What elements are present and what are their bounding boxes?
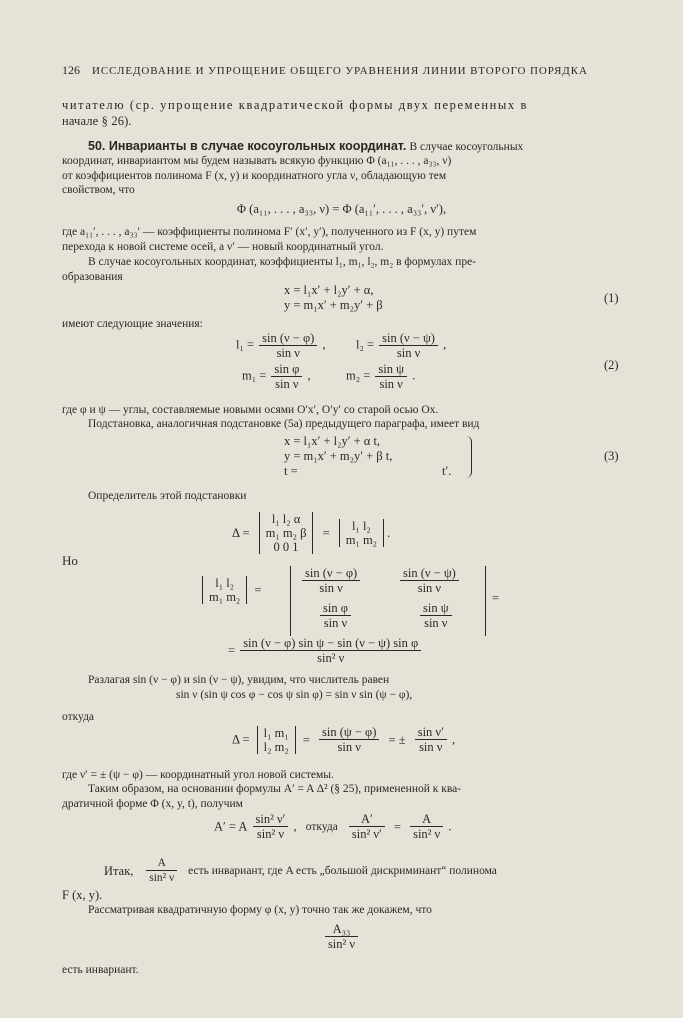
expand-line-1: Разлагая sin (ν − φ) и sin (ν − ψ), увидим, что числитель равен	[88, 674, 390, 686]
final-text: есть инвариант.	[62, 964, 139, 976]
eq-A-comma: ,	[293, 819, 297, 834]
eq-delta2-end: ,	[451, 732, 456, 747]
eq-A-lhs: A′ = A	[214, 819, 248, 834]
eq-but-b-fraction	[400, 566, 459, 595]
delta2-det-row-2: l₂ m₂	[263, 739, 289, 754]
eq1-number: (1)	[604, 291, 619, 305]
whence-text: откуда	[62, 711, 95, 723]
eq2-m2-lhs: m₂ =	[346, 368, 371, 383]
eq-but-c	[318, 601, 353, 630]
eq2-m2-denominator: sin ν	[379, 377, 403, 391]
page-number: 126	[62, 63, 80, 77]
eq2-l1-numerator: sin (ν − φ)	[259, 331, 317, 346]
final-numerator: A₃₃	[325, 922, 358, 937]
big-det-row-1: l₁ l₂ α	[271, 512, 301, 526]
eq2-l1: l₁ = $\frac{\sin (\nu - \varphi)}{\text{sin ν}}$ ,	[236, 331, 326, 360]
eq2-m1-fraction	[271, 362, 302, 391]
eq-but-a	[300, 566, 362, 595]
eq-A-numerator-2: A′	[349, 812, 385, 827]
eq1-row-1: x = l₁x′ + l₂y′ + α,	[284, 283, 374, 297]
small-det-row-1: l₁ l₂	[352, 519, 371, 533]
eq-but-b-numerator: sin (ν − ψ)	[400, 566, 459, 581]
section-text-line-1: В случае косоугольных	[409, 141, 524, 153]
eq2-l2-lhs: l₂ =	[356, 337, 375, 352]
section-text-line-3: от коэффициентов полинома F (x, y) и координатного угла ν, обладающую тем	[62, 170, 447, 182]
eq-but-left	[202, 576, 261, 604]
eq-but-c-fraction	[320, 601, 351, 630]
eq-A-denominator-1: sin² ν	[256, 827, 285, 841]
determinant-text: Определитель этой подстановки	[88, 490, 247, 502]
eq2-m1: m₁ = $\frac{\text{sin φ}}{\text{sin ν}}$ ,	[242, 362, 311, 391]
eq-but-a-denominator: sin ν	[319, 581, 343, 595]
section-heading: 50. Инварианты в случае косоугольных координат.	[88, 139, 407, 153]
eq2-l2-denominator: sin ν	[396, 346, 421, 360]
eq-but-b	[398, 566, 461, 595]
conclusion-denominator: sin² ν	[149, 872, 175, 884]
eq3-row-2: y = m₁x′ + m₂y′ + β t,	[284, 449, 393, 463]
have-values-text: имеют следующие значения:	[62, 318, 203, 330]
eq2-l2-fraction	[379, 331, 438, 360]
final-fraction	[325, 922, 358, 951]
eq-A-numerator-3: A	[410, 812, 443, 827]
eq3-row-3-rhs: t′.	[442, 464, 452, 478]
eq-delta	[232, 512, 390, 554]
after-invariant-line-2: перехода к новой системе осей, а ν′ — новый координатный угол.	[62, 241, 384, 253]
final-fraction-line	[0, 922, 683, 951]
eq-but-equals: =	[254, 583, 262, 597]
eq-but-result-fraction	[240, 636, 421, 665]
eq2-l1-lhs: l₁ =	[236, 337, 255, 352]
eq-but-result-lhs: =	[228, 643, 236, 658]
eq-A-end: .	[448, 819, 452, 834]
eq-delta-small-det	[339, 519, 384, 547]
eq-A	[214, 812, 451, 841]
eq-but-a-numerator: sin (ν − φ)	[302, 566, 360, 581]
after-invariant-line-3: В случае косоугольных координат, коэффициенты l₁, m₁, l₂, m₂ в формулах пре-	[88, 256, 477, 268]
eq3-brace	[466, 436, 472, 478]
eq2-m2-numerator: sin ψ	[375, 362, 407, 377]
after-delta-line-2: Таким образом, на основании формулы A′ = A Δ² (§ 25), примененной к ква-	[88, 783, 462, 795]
after-invariant-line-4: образования	[62, 271, 123, 283]
eq-but-result-denominator: sin² ν	[317, 651, 345, 665]
angles-line-2: Подстановка, аналогичная подстановке (5а) предыдущего параграфа, имеет вид	[88, 418, 480, 430]
big-det-row-2: m₁ m₂ β	[265, 526, 307, 540]
but-det-row-2: m₁ m₂	[209, 590, 241, 604]
eq2-l1-denominator: sin ν	[276, 346, 300, 360]
eq-delta-lhs: Δ =	[232, 526, 250, 540]
eq-A-fraction-1	[253, 812, 289, 841]
eq-delta-end: .	[387, 526, 391, 540]
eq-A-fraction-2	[349, 812, 385, 841]
conclusion-so: Итак,	[104, 863, 134, 878]
big-det-row-3: 0 0 1	[273, 540, 299, 554]
eq-but-left-det	[202, 576, 247, 604]
intro-line-2: начале § 26).	[62, 114, 132, 128]
eq-delta2-numerator-1: sin (ψ − φ)	[319, 725, 379, 740]
after-invariant-line-1: где a₁₁′, . . . , a₃₃′ — коэффициенты полинома F′ (x′, y′), полученного из F (x, y) путем	[62, 226, 477, 238]
section-text-line-2: координат, инвариантом мы будем называть всякую функцию Φ (a₁₁, . . . , a₃₃, ν)	[62, 155, 452, 167]
expand-line-2: sin ν (sin ψ cos φ − cos ψ sin φ) = sin ν sin (ψ − φ),	[176, 689, 413, 701]
eq2-l2: l₂ = $\frac{\sin (\nu - \psi)}{\text{sin ν}}$ ,	[356, 331, 447, 360]
eq2-m1-numerator: sin φ	[271, 362, 302, 377]
eq-delta2-numerator-2: sin ν′	[415, 725, 447, 740]
conclusion-fraction	[146, 856, 177, 885]
eq-but-equals-2: =	[492, 591, 500, 605]
eq-delta-big-det	[259, 512, 314, 554]
eq-but-b-denominator: sin ν	[417, 581, 442, 595]
angles-line-1: где φ и ψ — углы, составляемые новыми осями O′x′, O′y′ со старой осью Ox.	[62, 404, 439, 416]
eq-delta2-denominator-1: sin ν	[337, 740, 361, 754]
eq2-m1-lhs: m₁ =	[242, 368, 267, 383]
eq-but-c-numerator: sin φ	[320, 601, 351, 616]
eq-delta2	[232, 725, 455, 754]
eq2-l2-numerator: sin (ν − ψ)	[379, 331, 438, 346]
after-delta-line-1: где ν′ = ± (ψ − φ) — координатный угол новой системы.	[62, 769, 334, 781]
eq3-row-3-lhs: t =	[284, 464, 298, 478]
after-delta-line-3: дратичной форме Φ (x, y, t), получим	[62, 798, 243, 810]
eq2-m1-denominator: sin ν	[275, 377, 299, 391]
eq-delta2-det	[257, 726, 296, 754]
eq-A-numerator-1: sin² ν′	[253, 812, 289, 827]
eq-delta2-equals-2: = ±	[388, 732, 406, 747]
eq-but-d-denominator: sin ν	[424, 616, 448, 630]
equation-invariant: Φ (a₁₁, . . . , a₃₃, ν) = Φ (a₁₁′, . . . , a₃₃′, ν′),	[236, 202, 447, 216]
delta2-det-row-1: l₁ m₁	[263, 725, 289, 740]
intro-line-1: читателю (ср. упрощение квадратической формы двух переменных в	[62, 98, 528, 112]
eq-delta2-fraction-1	[319, 725, 379, 754]
eq3-row-1: x = l₁x′ + l₂y′ + α t,	[284, 434, 381, 448]
final-denominator: sin² ν	[327, 937, 356, 951]
eq-but-result-numerator: sin (ν − φ) sin ψ − sin (ν − ψ) sin φ	[240, 636, 421, 651]
eq2-m2: m₂ = $\frac{\text{sin ψ}}{\text{sin ν}}$ .	[346, 362, 416, 391]
section-text-line-4: свойством, что	[62, 184, 135, 196]
conclusion-numerator: A	[146, 856, 177, 871]
eq-but-d	[418, 601, 454, 630]
eq-A-denominator-2: sin² ν′	[351, 827, 382, 841]
eq-A-whence: откуда	[305, 820, 338, 833]
eq-A-equals: =	[393, 819, 401, 834]
eq-delta2-equals: =	[302, 732, 310, 747]
eq-but-result	[228, 636, 423, 665]
but-text: Но	[62, 553, 78, 568]
eq-but-d-numerator: sin ψ	[420, 601, 452, 616]
eq-delta2-fraction-2	[415, 725, 447, 754]
eq2-l1-fraction	[259, 331, 317, 360]
conclusion-line-1	[104, 856, 497, 885]
conclusion-line-3: Рассматривая квадратичную форму φ (x, y) точно так же докажем, что	[88, 904, 432, 916]
eq-A-fraction-3	[410, 812, 443, 841]
eq3-number: (3)	[604, 449, 619, 463]
eq-delta2-denominator-2: sin ν	[419, 740, 443, 754]
eq-delta2-lhs: Δ =	[232, 732, 250, 747]
eq-but-a-fraction	[302, 566, 360, 595]
eq-but-d-fraction	[420, 601, 452, 630]
running-title: ИССЛЕДОВАНИЕ И УПРОЩЕНИЕ ОБЩЕГО УРАВНЕНИЯ ЛИНИИ ВТОРОГО ПОРЯДКА	[92, 65, 588, 77]
but-det-row-1: l₁ l₂	[215, 576, 235, 590]
conclusion-rest: есть инвариант, где A есть „большой дискриминант“ полинома	[188, 864, 497, 877]
eq1-row-2: y = m₁x′ + m₂y′ + β	[284, 298, 383, 312]
eq-delta-equals: =	[322, 526, 330, 540]
eq2-number: (2)	[604, 358, 619, 372]
small-det-row-2: m₁ m₂	[345, 533, 378, 547]
conclusion-line-2: F (x, y).	[62, 888, 103, 902]
eq2-m2-fraction	[375, 362, 407, 391]
eq-A-denominator-3: sin² ν	[413, 827, 441, 841]
section-heading-line	[88, 139, 523, 154]
eq-but-c-denominator: sin ν	[323, 616, 348, 630]
